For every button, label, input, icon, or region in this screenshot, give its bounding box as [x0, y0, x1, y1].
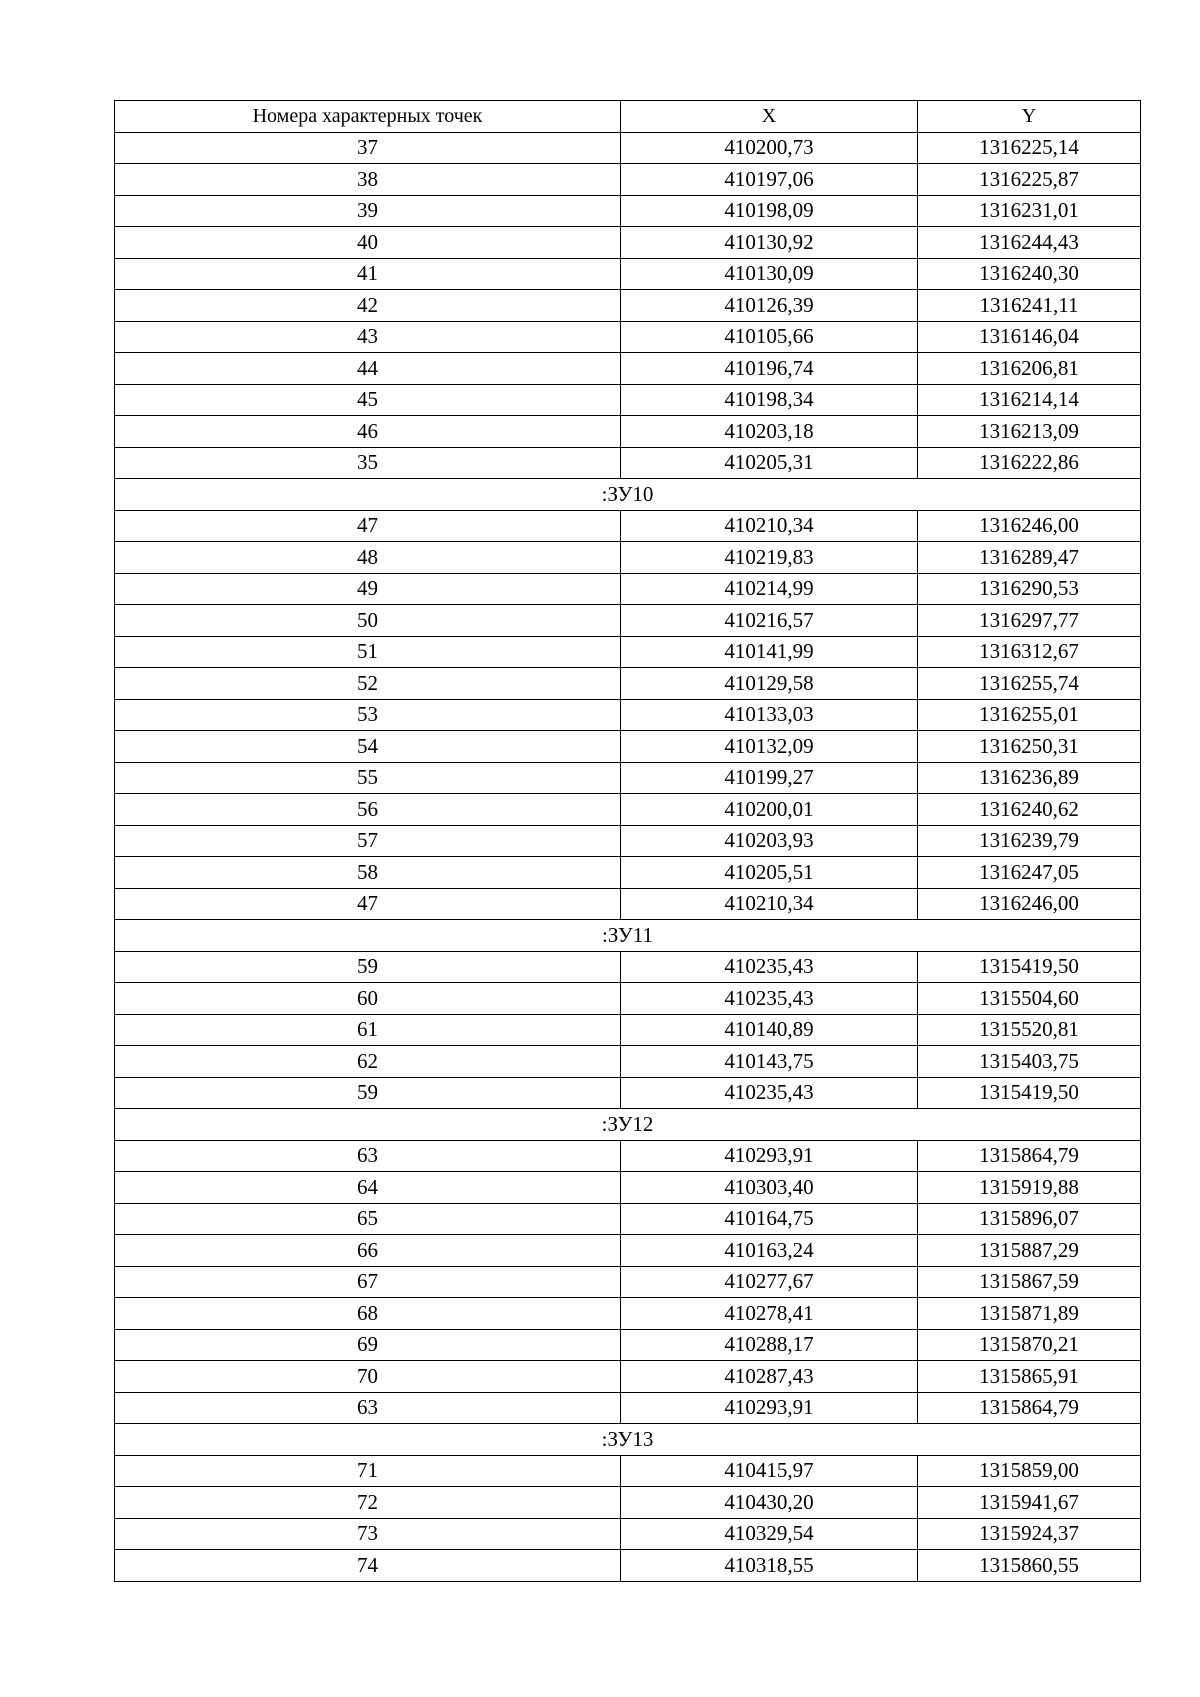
table-header-row — [115, 101, 1141, 133]
x-coordinate-cell: 410210,34 — [621, 510, 918, 542]
section-row — [115, 1424, 1141, 1456]
x-coordinate-cell: 410105,66 — [621, 321, 918, 353]
point-number-cell: 74 — [115, 1550, 621, 1582]
x-coordinate-cell: 410203,93 — [621, 825, 918, 857]
x-coordinate-cell: 410210,34 — [621, 888, 918, 920]
x-coordinate-cell: 410216,57 — [621, 605, 918, 637]
y-coordinate-cell: 1316231,01 — [918, 195, 1141, 227]
point-number-cell: 40 — [115, 227, 621, 259]
table-row — [115, 794, 1141, 826]
section-row — [115, 920, 1141, 952]
table-row — [115, 510, 1141, 542]
x-coordinate-cell: 410214,99 — [621, 573, 918, 605]
point-number-cell: 55 — [115, 762, 621, 794]
table-row — [115, 195, 1141, 227]
x-coordinate-cell: 410303,40 — [621, 1172, 918, 1204]
x-coordinate-cell: 410318,55 — [621, 1550, 918, 1582]
table-body — [115, 132, 1141, 1581]
y-coordinate-cell: 1316247,05 — [918, 857, 1141, 889]
point-number-cell: 53 — [115, 699, 621, 731]
point-number-cell: 69 — [115, 1329, 621, 1361]
y-coordinate-cell: 1316214,14 — [918, 384, 1141, 416]
x-coordinate-cell: 410293,91 — [621, 1140, 918, 1172]
y-coordinate-cell: 1316289,47 — [918, 542, 1141, 574]
x-coordinate-cell: 410129,58 — [621, 668, 918, 700]
y-coordinate-cell: 1316255,01 — [918, 699, 1141, 731]
table-row — [115, 1172, 1141, 1204]
point-number-cell: 59 — [115, 1077, 621, 1109]
point-number-cell: 61 — [115, 1014, 621, 1046]
table-row — [115, 227, 1141, 259]
x-coordinate-cell: 410141,99 — [621, 636, 918, 668]
point-number-cell: 39 — [115, 195, 621, 227]
y-coordinate-cell: 1315941,67 — [918, 1487, 1141, 1519]
point-number-cell: 47 — [115, 888, 621, 920]
x-coordinate-cell: 410235,43 — [621, 951, 918, 983]
point-number-cell: 71 — [115, 1455, 621, 1487]
y-coordinate-cell: 1315859,00 — [918, 1455, 1141, 1487]
table-row — [115, 983, 1141, 1015]
table-row — [115, 731, 1141, 763]
x-coordinate-cell: 410235,43 — [621, 983, 918, 1015]
table-row — [115, 1266, 1141, 1298]
table-row — [115, 1518, 1141, 1550]
y-coordinate-cell: 1316213,09 — [918, 416, 1141, 448]
y-coordinate-cell: 1316246,00 — [918, 888, 1141, 920]
point-number-cell: 60 — [115, 983, 621, 1015]
x-coordinate-cell: 410198,09 — [621, 195, 918, 227]
y-coordinate-cell: 1315860,55 — [918, 1550, 1141, 1582]
y-coordinate-cell: 1316240,30 — [918, 258, 1141, 290]
point-number-cell: 46 — [115, 416, 621, 448]
point-number-cell: 57 — [115, 825, 621, 857]
x-coordinate-cell: 410205,51 — [621, 857, 918, 889]
x-coordinate-cell: 410200,73 — [621, 132, 918, 164]
y-coordinate-cell: 1315864,79 — [918, 1392, 1141, 1424]
x-coordinate-cell: 410329,54 — [621, 1518, 918, 1550]
table-row — [115, 1455, 1141, 1487]
x-coordinate-cell: 410126,39 — [621, 290, 918, 322]
y-coordinate-cell: 1316240,62 — [918, 794, 1141, 826]
table-row — [115, 636, 1141, 668]
y-coordinate-cell: 1315865,91 — [918, 1361, 1141, 1393]
point-number-cell: 35 — [115, 447, 621, 479]
table-row — [115, 1046, 1141, 1078]
table-row — [115, 668, 1141, 700]
point-number-cell: 44 — [115, 353, 621, 385]
x-coordinate-cell: 410163,24 — [621, 1235, 918, 1267]
table-row — [115, 1077, 1141, 1109]
table-row — [115, 1329, 1141, 1361]
y-coordinate-cell: 1316244,43 — [918, 227, 1141, 259]
point-number-cell: 59 — [115, 951, 621, 983]
column-header-x: X — [621, 101, 918, 133]
x-coordinate-cell: 410430,20 — [621, 1487, 918, 1519]
point-number-cell: 56 — [115, 794, 621, 826]
y-coordinate-cell: 1315504,60 — [918, 983, 1141, 1015]
y-coordinate-cell: 1316297,77 — [918, 605, 1141, 637]
column-header-y: Y — [918, 101, 1141, 133]
y-coordinate-cell: 1316312,67 — [918, 636, 1141, 668]
x-coordinate-cell: 410196,74 — [621, 353, 918, 385]
y-coordinate-cell: 1316250,31 — [918, 731, 1141, 763]
point-number-cell: 58 — [115, 857, 621, 889]
y-coordinate-cell: 1315419,50 — [918, 1077, 1141, 1109]
table-row — [115, 258, 1141, 290]
x-coordinate-cell: 410197,06 — [621, 164, 918, 196]
point-number-cell: 70 — [115, 1361, 621, 1393]
x-coordinate-cell: 410415,97 — [621, 1455, 918, 1487]
table-row — [115, 321, 1141, 353]
section-label: :ЗУ11 — [115, 920, 1141, 952]
point-number-cell: 45 — [115, 384, 621, 416]
x-coordinate-cell: 410288,17 — [621, 1329, 918, 1361]
y-coordinate-cell: 1315887,29 — [918, 1235, 1141, 1267]
column-header-point-number: Номера характерных точек — [115, 101, 621, 133]
point-number-cell: 73 — [115, 1518, 621, 1550]
section-label: :ЗУ10 — [115, 479, 1141, 511]
table-row — [115, 762, 1141, 794]
point-number-cell: 52 — [115, 668, 621, 700]
section-row — [115, 1109, 1141, 1141]
y-coordinate-cell: 1316290,53 — [918, 573, 1141, 605]
x-coordinate-cell: 410205,31 — [621, 447, 918, 479]
point-number-cell: 49 — [115, 573, 621, 605]
point-number-cell: 51 — [115, 636, 621, 668]
table-row — [115, 132, 1141, 164]
y-coordinate-cell: 1315520,81 — [918, 1014, 1141, 1046]
y-coordinate-cell: 1315870,21 — [918, 1329, 1141, 1361]
x-coordinate-cell: 410235,43 — [621, 1077, 918, 1109]
x-coordinate-cell: 410277,67 — [621, 1266, 918, 1298]
x-coordinate-cell: 410293,91 — [621, 1392, 918, 1424]
table-row — [115, 1361, 1141, 1393]
point-number-cell: 65 — [115, 1203, 621, 1235]
point-number-cell: 63 — [115, 1392, 621, 1424]
table-row — [115, 1487, 1141, 1519]
y-coordinate-cell: 1315896,07 — [918, 1203, 1141, 1235]
table-row — [115, 951, 1141, 983]
point-number-cell: 62 — [115, 1046, 621, 1078]
table-row — [115, 1550, 1141, 1582]
point-number-cell: 37 — [115, 132, 621, 164]
y-coordinate-cell: 1316255,74 — [918, 668, 1141, 700]
table-row — [115, 290, 1141, 322]
x-coordinate-cell: 410203,18 — [621, 416, 918, 448]
y-coordinate-cell: 1315419,50 — [918, 951, 1141, 983]
table-row — [115, 1203, 1141, 1235]
x-coordinate-cell: 410219,83 — [621, 542, 918, 574]
table-row — [115, 699, 1141, 731]
y-coordinate-cell: 1316246,00 — [918, 510, 1141, 542]
x-coordinate-cell: 410164,75 — [621, 1203, 918, 1235]
point-number-cell: 72 — [115, 1487, 621, 1519]
table-row — [115, 1140, 1141, 1172]
point-number-cell: 54 — [115, 731, 621, 763]
section-label: :ЗУ13 — [115, 1424, 1141, 1456]
y-coordinate-cell: 1316241,11 — [918, 290, 1141, 322]
x-coordinate-cell: 410143,75 — [621, 1046, 918, 1078]
section-label: :ЗУ12 — [115, 1109, 1141, 1141]
point-number-cell: 64 — [115, 1172, 621, 1204]
table-row — [115, 573, 1141, 605]
x-coordinate-cell: 410140,89 — [621, 1014, 918, 1046]
table-row — [115, 416, 1141, 448]
y-coordinate-cell: 1316206,81 — [918, 353, 1141, 385]
y-coordinate-cell: 1316225,87 — [918, 164, 1141, 196]
table-row — [115, 1392, 1141, 1424]
y-coordinate-cell: 1316225,14 — [918, 132, 1141, 164]
x-coordinate-cell: 410278,41 — [621, 1298, 918, 1330]
y-coordinate-cell: 1316236,89 — [918, 762, 1141, 794]
x-coordinate-cell: 410287,43 — [621, 1361, 918, 1393]
y-coordinate-cell: 1315871,89 — [918, 1298, 1141, 1330]
point-number-cell: 67 — [115, 1266, 621, 1298]
y-coordinate-cell: 1315924,37 — [918, 1518, 1141, 1550]
point-number-cell: 48 — [115, 542, 621, 574]
point-number-cell: 38 — [115, 164, 621, 196]
table-row — [115, 384, 1141, 416]
x-coordinate-cell: 410200,01 — [621, 794, 918, 826]
section-row — [115, 479, 1141, 511]
y-coordinate-cell: 1315403,75 — [918, 1046, 1141, 1078]
x-coordinate-cell: 410199,27 — [621, 762, 918, 794]
point-number-cell: 41 — [115, 258, 621, 290]
point-number-cell: 43 — [115, 321, 621, 353]
x-coordinate-cell: 410198,34 — [621, 384, 918, 416]
table-row — [115, 353, 1141, 385]
y-coordinate-cell: 1315864,79 — [918, 1140, 1141, 1172]
point-number-cell: 42 — [115, 290, 621, 322]
table-row — [115, 605, 1141, 637]
table-row — [115, 857, 1141, 889]
point-number-cell: 66 — [115, 1235, 621, 1267]
point-number-cell: 50 — [115, 605, 621, 637]
x-coordinate-cell: 410130,09 — [621, 258, 918, 290]
coordinates-table — [114, 100, 1141, 1582]
x-coordinate-cell: 410132,09 — [621, 731, 918, 763]
y-coordinate-cell: 1316146,04 — [918, 321, 1141, 353]
table-row — [115, 1014, 1141, 1046]
table-row — [115, 888, 1141, 920]
table-row — [115, 1235, 1141, 1267]
table-row — [115, 542, 1141, 574]
y-coordinate-cell: 1315919,88 — [918, 1172, 1141, 1204]
point-number-cell: 47 — [115, 510, 621, 542]
table-row — [115, 825, 1141, 857]
point-number-cell: 63 — [115, 1140, 621, 1172]
x-coordinate-cell: 410133,03 — [621, 699, 918, 731]
y-coordinate-cell: 1316222,86 — [918, 447, 1141, 479]
table-row — [115, 1298, 1141, 1330]
y-coordinate-cell: 1315867,59 — [918, 1266, 1141, 1298]
x-coordinate-cell: 410130,92 — [621, 227, 918, 259]
document-page — [114, 100, 1140, 1582]
table-row — [115, 447, 1141, 479]
point-number-cell: 68 — [115, 1298, 621, 1330]
y-coordinate-cell: 1316239,79 — [918, 825, 1141, 857]
table-row — [115, 164, 1141, 196]
